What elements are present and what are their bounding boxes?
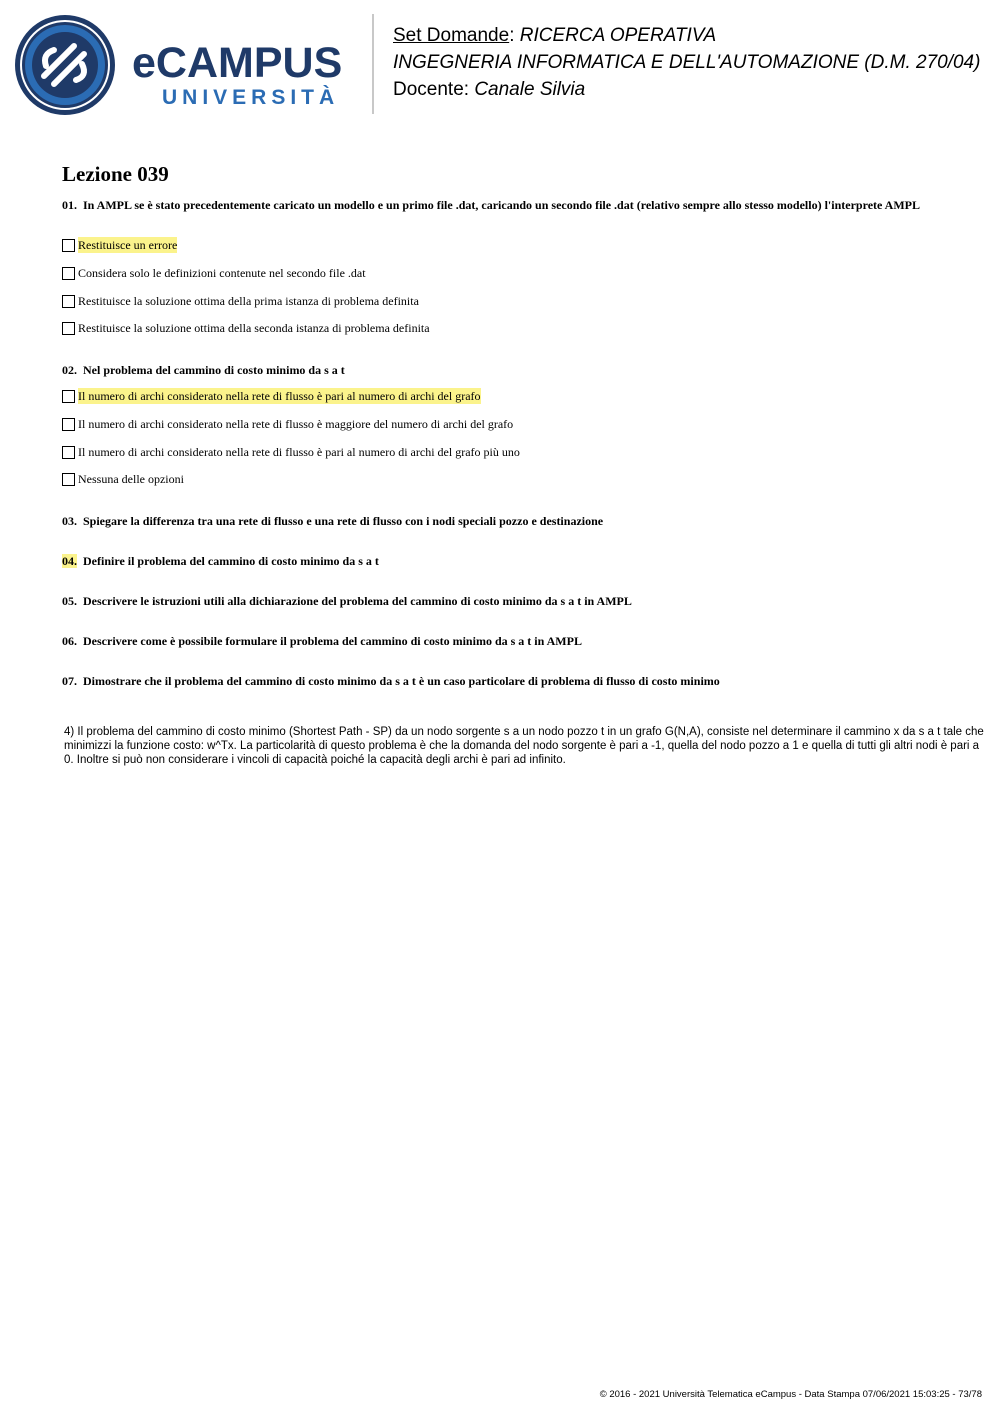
option-text: Il numero di archi considerato nella rete di flusso è pari al numero di archi del grafo <box>78 389 481 403</box>
option-01-c[interactable] <box>62 293 419 309</box>
checkbox[interactable] <box>62 295 75 308</box>
answer-note: 4) Il problema del cammino di costo minimo (Shortest Path - SP) da un nodo sorgente s a un nodo pozzo t in un grafo G(N,A), consiste nel determinare il cammino x da s a t tale che minimizzi la funzione costo: w^Tx. La particolarità di questo problema è che la domanda del nodo sorgente è pari a -1, quella del nodo pozzo a 1 e quella di tutti gli altri nodi è pari a 0. Inoltre si può non considerare i vincoli di capacità poiché la capacità degli archi è pari ad infinito. <box>64 726 984 766</box>
set-label: Set Domande <box>393 25 510 46</box>
lesson-title: Lezione 039 <box>62 162 169 186</box>
option-text: Il numero di archi considerato nella rete di flusso è pari al numero di archi del grafo più uno <box>78 445 520 459</box>
checkbox[interactable] <box>62 322 75 335</box>
question-05 <box>62 595 942 608</box>
teacher-line <box>393 76 980 103</box>
checkbox[interactable] <box>62 267 75 280</box>
option-02-d[interactable] <box>62 471 184 487</box>
option-text: Restituisce la soluzione ottima della prima istanza di problema definita <box>78 294 419 308</box>
question-number: 03. <box>62 514 77 528</box>
option-02-b[interactable] <box>62 416 513 432</box>
option-text: Nessuna delle opzioni <box>78 472 184 486</box>
checkbox[interactable] <box>62 239 75 252</box>
option-text: Restituisce la soluzione ottima della seconda istanza di problema definita <box>78 321 430 335</box>
option-01-a[interactable] <box>62 237 177 253</box>
page-header <box>0 0 1000 130</box>
option-text: Il numero di archi considerato nella rete di flusso è maggiore del numero di archi del grafo <box>78 417 514 431</box>
question-number: 01. <box>62 198 77 212</box>
question-03 <box>62 515 942 528</box>
question-text: Nel problema del cammino di costo minimo da s a t <box>83 363 345 377</box>
question-text: Descrivere come è possibile formulare il problema del cammino di costo minimo da s a t in AMPL <box>83 634 582 648</box>
question-number: 04. <box>62 554 77 568</box>
question-text: In AMPL se è stato precedentemente caricato un modello e un primo file .dat, caricando un secondo file .dat (relativo sempre allo stesso modello) l'interprete AMPL <box>83 198 921 212</box>
teacher-name: Canale Silvia <box>474 79 586 100</box>
checkbox[interactable] <box>62 446 75 459</box>
checkbox[interactable] <box>62 473 75 486</box>
question-02 <box>62 364 942 377</box>
option-text: Restituisce un errore <box>78 238 178 252</box>
set-line: Set Domande: RICERCA OPERATIVA <box>393 25 717 46</box>
header-divider <box>372 14 374 114</box>
page-footer: © 2016 - 2021 Università Telematica eCampus - Data Stampa 07/06/2021 15:03:25 - 73/78 <box>599 1389 982 1400</box>
header-info <box>393 22 980 103</box>
option-02-a[interactable] <box>62 388 481 404</box>
question-07 <box>62 675 942 688</box>
ecampus-wordmark <box>132 40 342 110</box>
question-number: 02. <box>62 363 77 377</box>
set-value: RICERCA OPERATIVA <box>519 25 717 46</box>
question-text: Descrivere le istruzioni utili alla dichiarazione del problema del cammino di costo minimo da s a t in AMPL <box>83 594 632 608</box>
teacher-label: Docente: <box>393 79 470 100</box>
question-number: 07. <box>62 674 77 688</box>
question-text: Spiegare la differenza tra una rete di flusso e una rete di flusso con i nodi speciali pozzo e destinazione <box>83 514 604 528</box>
question-06 <box>62 635 942 648</box>
course-name: INGEGNERIA INFORMATICA E DELL'AUTOMAZIONE (D.M. 270/04) <box>393 52 981 73</box>
question-text: Definire il problema del cammino di costo minimo da s a t <box>83 554 379 568</box>
question-04 <box>62 555 942 568</box>
question-number: 06. <box>62 634 77 648</box>
question-01 <box>62 199 942 212</box>
checkbox[interactable] <box>62 390 75 403</box>
logo-main-text: eCAMPUS <box>132 39 343 87</box>
option-text: Considera solo le definizioni contenute nel secondo file .dat <box>78 266 366 280</box>
checkbox[interactable] <box>62 418 75 431</box>
option-02-c[interactable] <box>62 444 520 460</box>
question-text: Dimostrare che il problema del cammino di costo minimo da s a t è un caso particolare di problema di flusso di costo minimo <box>83 674 720 688</box>
logo-sub-text: UNIVERSITÀ <box>162 86 340 109</box>
option-01-d[interactable] <box>62 320 430 336</box>
question-number: 05. <box>62 594 77 608</box>
ecampus-seal-logo <box>14 14 116 116</box>
option-01-b[interactable] <box>62 265 366 281</box>
